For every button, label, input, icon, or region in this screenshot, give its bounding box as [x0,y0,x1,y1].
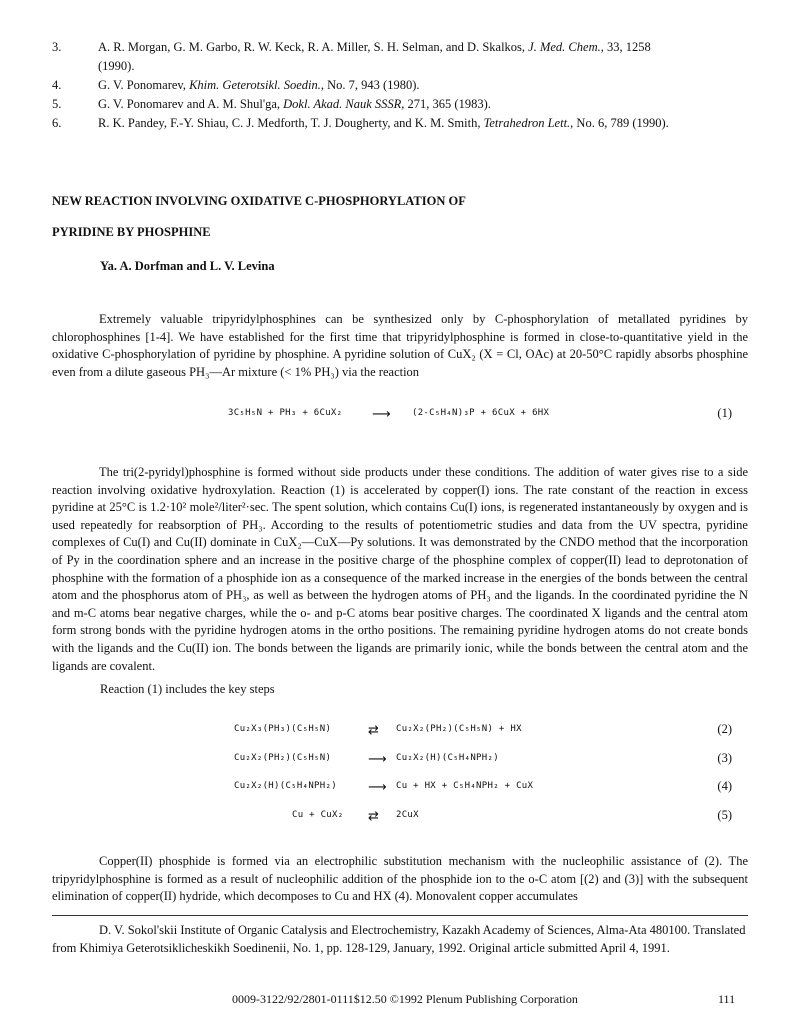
footer-copyright: 0009-3122/92/2801-0111$12.50 ©1992 Plenum Publishing Corporation [232,992,578,1006]
article-title [52,186,702,248]
reference-text: A. R. Morgan, G. M. Garbo, R. W. Keck, R. A. Miller, S. H. Selman, and D. Skalkos, J. Med. Chem., 33, 1258 (1990). [98,40,651,73]
title-line: PYRIDINE BY PHOSPHINE [52,225,211,239]
reference-item [52,38,752,76]
equation-number: (5) [717,808,732,822]
reference-text: G. V. Ponomarev and A. M. Shul'ga, Dokl. Akad. Nauk SSSR, 271, 365 (1983). [98,97,491,111]
equilibrium-arrow-icon: ⇄ [368,723,379,738]
reference-item [52,76,752,95]
equation-rhs: Cu + HX + C₅H₄NPH₂ + CuX [396,781,534,791]
reference-text: G. V. Ponomarev, Khim. Geterotsikl. Soedin., No. 7, 943 (1980). [98,78,420,92]
equilibrium-arrow-icon: ⇄ [368,809,379,824]
equation-lhs: Cu₂X₃(PH₃)(C₅H₅N) [234,724,332,734]
reaction-arrow-icon: ⟶ [372,407,391,422]
footnote-text: D. V. Sokol'skii Institute of Organic Catalysis and Electrochemistry, Kazakh Academy of Sciences, Alma-Ata 480100. Translated from Khimiya Geterotsiklicheskikh Soedinenii, No. 1, pp. 128-129, January, 1992. Original article submitted April 4, 1991. [52,923,746,955]
footnote-divider [52,915,748,916]
equation-number: (3) [717,751,732,765]
equation-4 [0,779,796,797]
equation-5 [0,808,796,826]
reference-number: 4. [52,78,62,92]
article-authors: Ya. A. Dorfman and L. V. Levina [100,259,275,273]
reference-list [52,38,752,133]
body-paragraph-1 [52,311,748,381]
equation-rhs: (2-C₅H₄N)₃P + 6CuX + 6HX [412,408,550,418]
reference-journal: Tetrahedron Lett. [483,116,571,130]
equation-lhs: Cu₂X₂(PH₂)(C₅H₅N) [234,753,332,763]
reference-number: 5. [52,97,62,111]
page-number: 111 [718,992,736,1006]
paragraph-text: The tri(2-pyridyl)phosphine is formed without side products under these conditions. The addition of water gives rise to a side reaction involving oxidative hydroxylation. Reaction (1) is accelerated by copper(I) ions. The rate constant of the reaction in excess pyridine at 25°C is 1.2·10² mole²/liter²·sec. The spent solution, which contains Cu(I) ions, is regenerated instantaneously by oxygen and is used repeatedly for reabsorption of PH₃. According to the results of potentiometric studies and data from the UV spectra, pyridine complexes of Cu(I) and Cu(II) dominate in CuX₂—CuX—Py solutions. It was demonstrated by the CNDO method that the incorporation of Py in the coordination sphere and an increase in the positive charge of the phosphine complex of copper(II) lead to deprotonation of phosphine with the formation of a phosphide ion as a consequence of the marked increase in the energies of the bonds between the central atom and the phosphorus atom of PH₃, as well as between the hydrogen atoms of PH₃ and the ligands. In the coordinated pyridine the N and m-C atoms bear negative charges, while the o- and p-C atoms bear positive charges. The coordinated X ligands and the central atom form strong bonds with the pyridine hydrogen atoms in the ortho positions. The remaining pyridine hydrogen atoms do not create bonds with the ligands and the Cu(II) ion. The bonds between the ligands are primarily ionic, while the bonds between the central atom and the ligands are covalent. [52,465,748,673]
reference-item [52,95,752,114]
footnote [52,922,748,957]
reference-item [52,114,752,133]
reference-journal: J. Med. Chem. [528,40,601,54]
equation-1 [0,406,796,424]
body-paragraph-3 [52,853,748,906]
equation-lhs: Cu₂X₂(H)(C₅H₄NPH₂) [234,781,337,791]
equations-lead-in: Reaction (1) includes the key steps [100,682,275,696]
reference-journal: Dokl. Akad. Nauk SSSR [283,97,402,111]
equation-lhs: Cu + CuX₂ [292,810,344,820]
equation-rhs: 2CuX [396,810,419,820]
equation-3 [0,751,796,769]
paragraph-text: Copper(II) phosphide is formed via an electrophilic substitution mechanism with the nucleophilic assistance of (2). The tripyridylphosphine is formed as a result of nucleophilic addition of the phosphide ion to the o-C atom [(2) and (3)] with the subsequent elimination of copper(II) hydride, which decomposes to Cu and HX (4). Monovalent copper accumulates [52,854,748,904]
reaction-arrow-icon: ⟶ [368,752,387,767]
reference-journal: Khim. Geterotsikl. Soedin. [189,78,321,92]
equation-rhs: Cu₂X₂(PH₂)(C₅H₅N) + HX [396,724,522,734]
reference-number: 3. [52,40,62,54]
equation-number: (2) [717,722,732,736]
body-paragraph-2 [52,464,748,675]
equation-number: (1) [717,406,732,420]
reference-number: 6. [52,116,62,130]
equation-rhs: Cu₂X₂(H)(C₅H₄NPH₂) [396,753,499,763]
reaction-arrow-icon: ⟶ [368,780,387,795]
reference-text: R. K. Pandey, F.-Y. Shiau, C. J. Medforth, T. J. Dougherty, and K. M. Smith, Tetrahedron Lett., No. 6, 789 (1990). [98,116,669,130]
paragraph-text: Extremely valuable tripyridylphosphines can be synthesized only by C-phosphorylation of metallated pyridines by chlorophosphines [1-4]. We have established for the first time that tripyridylphosphine is formed in close-to-quantitative yield in the oxidative C-phosphorylation of pyridine by phosphine. A pyridine solution of CuX₂ (X = Cl, OAc) at 20-50°C rapidly absorbs phosphine even from a dilute gaseous PH₃—Ar mixture (< 1% PH₃) via the reaction [52,312,748,379]
equation-2 [0,722,796,740]
title-line: NEW REACTION INVOLVING OXIDATIVE C-PHOSPHORYLATION OF [52,194,466,208]
equation-number: (4) [717,779,732,793]
equation-lhs: 3C₅H₅N + PH₃ + 6CuX₂ [228,408,343,418]
